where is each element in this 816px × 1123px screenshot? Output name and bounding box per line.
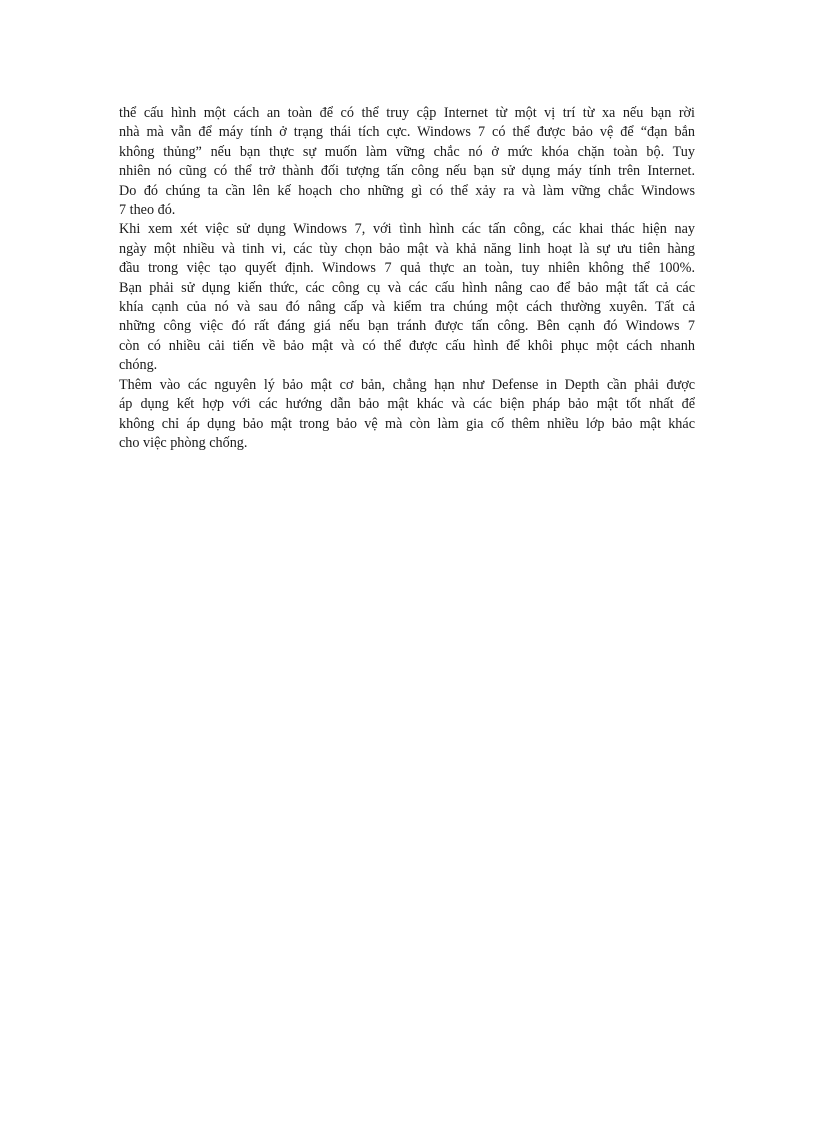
paragraph-line: những công việc đó rất đáng giá nếu bạn tránh được tấn công. Bên cạnh đó Windows 7 xyxy=(119,318,695,335)
paragraph-line: đầu trong việc tạo quyết định. Windows 7 quả thực an toàn, tuy nhiên không thể 100%. xyxy=(119,260,695,277)
paragraph-line: Bạn phải sử dụng kiến thức, các công cụ và các cấu hình nâng cao để bảo mật tất cả các xyxy=(119,279,695,296)
paragraph-line: Thêm vào các nguyên lý bảo mật cơ bản, chẳng hạn như Defense in Depth cần phải được xyxy=(119,376,695,393)
paragraph-line: cho việc phòng chống. xyxy=(119,434,248,451)
paragraph-line: nhiên nó cũng có thể trở thành đối tượng tấn công nếu bạn sử dụng máy tính trên Internet. xyxy=(119,163,695,180)
paragraph-line: áp dụng kết hợp với các hướng dẫn bảo mật khác và các biện pháp bảo mật tốt nhất để xyxy=(119,396,695,413)
paragraph-line: không thủng” nếu bạn thực sự muốn làm vững chắc nó ở mức khóa chặn toàn bộ. Tuy xyxy=(119,143,695,160)
paragraph-3 xyxy=(119,376,695,454)
paragraph-line: Khi xem xét việc sử dụng Windows 7, với tình hình các tấn công, các khai thác hiện nay xyxy=(119,221,695,238)
paragraph-2 xyxy=(119,220,695,375)
paragraph-line: 7 theo đó. xyxy=(119,202,176,219)
paragraph-line: khía cạnh của nó và sau đó nâng cấp và kiểm tra chúng một cách thường xuyên. Tất cả xyxy=(119,299,695,316)
paragraph-line: chóng. xyxy=(119,357,158,374)
paragraph-line: Do đó chúng ta cần lên kế hoạch cho những gì có thể xảy ra và làm vững chắc Windows xyxy=(119,182,695,199)
paragraph-line: ngày một nhiều và tinh vi, các tùy chọn bảo mật và khả năng linh hoạt là sự ưu tiên hàng xyxy=(119,240,695,257)
paragraph-line: thể cấu hình một cách an toàn để có thể truy cập Internet từ một vị trí từ xa nếu bạn rời xyxy=(119,105,695,121)
paragraph-line: không chỉ áp dụng bảo mật trong bảo vệ mà còn làm gia cố thêm nhiều lớp bảo mật khác xyxy=(119,415,695,432)
document-body xyxy=(119,104,695,453)
paragraph-1 xyxy=(119,104,695,220)
paragraph-line: nhà mà vẫn để máy tính ở trạng thái tích cực. Windows 7 có thể được bảo vệ để “đạn bắn xyxy=(119,124,695,141)
paragraph-line: còn có nhiều cải tiến về bảo mật và có thể được cấu hình để khôi phục một cách nhanh xyxy=(119,337,695,354)
